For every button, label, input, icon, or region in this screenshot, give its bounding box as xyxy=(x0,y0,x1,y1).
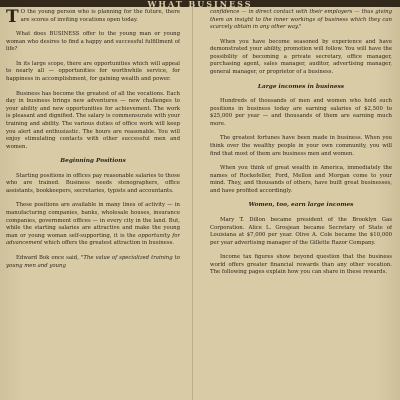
section-heading: Women, too, earn large incomes xyxy=(248,202,354,209)
paragraph: Edward Bok once said, "The value of specialized training to young men and young xyxy=(6,254,180,269)
header-text: WHAT BUSINESS xyxy=(147,0,253,7)
paragraph: Mary T. Dillon became president of the Brooklyn Gas Corporation. Alice L. Grosjean became Secretary of State of Louisiana at $7,000 per year. Olive A. Cole became the $10,000 per year advertising manager of the Gillette Razor Company. xyxy=(210,216,392,246)
paragraph: Income tax figures show beyond question that the business world offers greater financial rewards than any other vocation. The following pages explain how you can share in these rewards. xyxy=(210,254,392,276)
right-column xyxy=(210,9,392,400)
column-gutter xyxy=(192,0,193,400)
section-heading: Beginning Positions xyxy=(60,158,126,165)
drop-cap: T xyxy=(6,9,19,27)
paragraph: When you think of great wealth in America, immediately the names of Rockefeller, Ford, Mellon and Morgan come to your mind. They, and thousands of others, have built great businesses, and have profited accordingly. xyxy=(210,165,392,194)
paragraph: These positions are available in many lines of activity — in manufacturing companies, banks, wholesale houses, insurance companies, government offices — in every city in the land. But, while the starting salaries are attractive and make the young man or young woman self-supporting, it is the opportunity for advancement which offers the greatest attraction in business. xyxy=(6,202,180,247)
emphasis: opportunity for advancement xyxy=(6,232,180,247)
paragraph: Business has become the greatest of all the vocations. Each day in business brings new adventures — new challenges to your ability and new opportunities for achievement. The work is pleasant and dignified. The salary is commensurate with your training and ability. The various duties of office work will keep you alert and enthusiastic. The hours are reasonable. You will enjoy stimulating contacts with other successful men and women. xyxy=(6,90,180,150)
page-header-fragment xyxy=(0,0,400,7)
paragraph: When you have become seasoned by experience and have demonstrated your ability, promotion will follow. You will have the possibility of becoming a private secretary, office manager, purchasing agent, sales manager, auditor, advertising manager, general manager, or proprietor of a business. xyxy=(210,38,392,76)
paragraph: Hundreds of thousands of men and women who hold such positions in business today are earning salaries of $2,500 to $25,000 per year — and thousands of them are earning much more. xyxy=(210,98,392,127)
left-column xyxy=(6,9,180,400)
section-heading: Large incomes in business xyxy=(257,83,345,90)
paragraph: In its large scope, there are opportunities which will appeal to nearly all — opportunities for worthwhile service, for happiness in accomplishment, for gaining wealth and power. xyxy=(6,60,180,83)
paragraph: T O the young person who is planning for the future, there are scores of inviting vocations open today. xyxy=(6,9,180,27)
paragraph: Starting positions in offices pay reasonable salaries to those who are trained. Business needs stenographers, office assistants, bookkeepers, secretaries, typists and accountants. xyxy=(6,172,180,194)
quote-continuation: confidence — in direct contact with their employers — thus giving them an insight to the inner workings of business which they can scarcely obtain in any other way." xyxy=(210,9,392,31)
quote: "The value of specialized training to young men and young xyxy=(6,254,180,269)
paragraph: What does BUSINESS offer to the young man or young woman who desires to find a happy and successful fulfillment of life? xyxy=(6,31,180,53)
paragraph: The greatest fortunes have been made in business. When you think over the wealthy people in your own community, you will find that most of them are business men and women. xyxy=(210,135,392,157)
